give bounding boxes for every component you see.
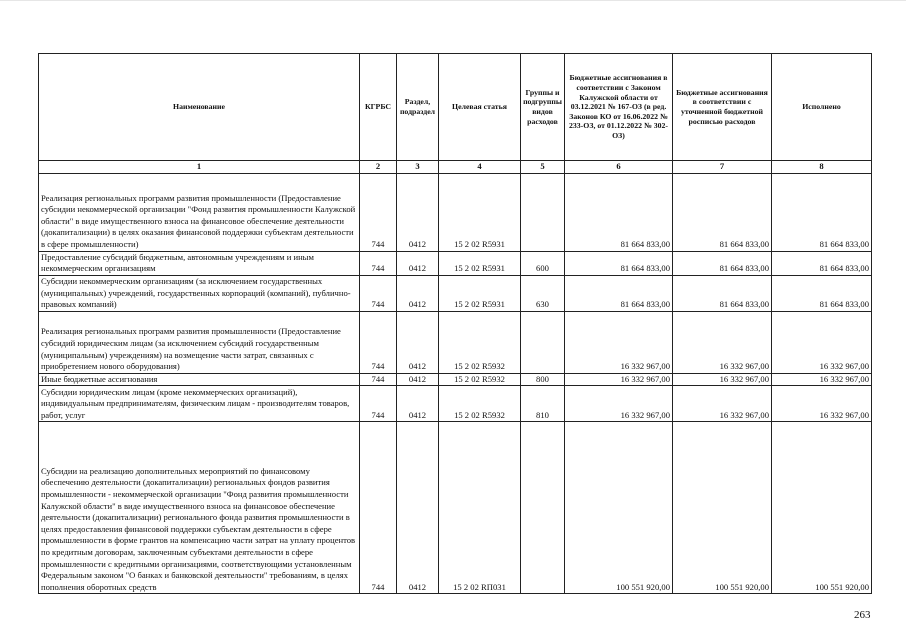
table-row xyxy=(39,311,872,373)
row-section: 0412 xyxy=(397,422,439,594)
header-kgrbs: КГРБС xyxy=(360,54,397,161)
row-section: 0412 xyxy=(397,311,439,373)
row-kgrbs: 744 xyxy=(360,373,397,386)
column-number: 4 xyxy=(439,161,521,174)
row-target: 15 2 02 R5932 xyxy=(439,373,521,386)
row-budget: 81 664 833,00 xyxy=(565,173,673,251)
row-budget: 16 332 967,00 xyxy=(565,373,673,386)
header-group: Группы и подгруппы видов расходов xyxy=(521,54,565,161)
row-refined: 81 664 833,00 xyxy=(673,251,772,275)
row-refined: 16 332 967,00 xyxy=(673,386,772,422)
row-target: 15 2 02 R5932 xyxy=(439,386,521,422)
row-name: Реализация региональных программ развития промышленности (Предоставление субсидии некоммерческой организации "Фонд развития промышленности Калужской области" в виде имущественного взноса на финансовое обеспечение деятельности (докапитализации) в целях оказания финансовой поддержки субъектам деятельности в сфере промышленности) xyxy=(39,173,360,251)
row-kgrbs: 744 xyxy=(360,311,397,373)
row-budget: 16 332 967,00 xyxy=(565,311,673,373)
row-section: 0412 xyxy=(397,386,439,422)
row-name: Субсидии юридическим лицам (кроме некоммерческих организаций), индивидуальным предпринимателям, физическим лицам - производителям товаров, работ, услуг xyxy=(39,386,360,422)
row-name: Иные бюджетные ассигнования xyxy=(39,373,360,386)
row-group xyxy=(521,173,565,251)
column-number: 3 xyxy=(397,161,439,174)
row-name: Реализация региональных программ развития промышленности (Предоставление субсидий юридическим лицам (за исключением субсидий государственным (муниципальным) учреждениям) на возмещение части затрат, связанных с приобретением нового оборудования) xyxy=(39,311,360,373)
row-target: 15 2 02 R5931 xyxy=(439,173,521,251)
row-executed: 16 332 967,00 xyxy=(772,311,872,373)
row-section: 0412 xyxy=(397,251,439,275)
column-number: 6 xyxy=(565,161,673,174)
row-executed: 16 332 967,00 xyxy=(772,386,872,422)
row-section: 0412 xyxy=(397,373,439,386)
row-section: 0412 xyxy=(397,275,439,311)
header-budget: Бюджетные ассигнования в соответствии с Законом Калужской области от 03.12.2021 № 167-ОЗ (в ред. Законов КО от 16.06.2022 № 233-ОЗ, от 01.12.2022 № 302-ОЗ) xyxy=(565,54,673,161)
table-row xyxy=(39,422,872,594)
row-name: Предоставление субсидий бюджетным, автономным учреждениям и иным некоммерческим организациям xyxy=(39,251,360,275)
row-refined: 100 551 920,00 xyxy=(673,422,772,594)
row-name: Субсидии некоммерческим организациям (за исключением государственных (муниципальных) учреждений, государственных корпораций (компаний), публично-правовых компаний) xyxy=(39,275,360,311)
row-budget: 100 551 920,00 xyxy=(565,422,673,594)
row-group xyxy=(521,422,565,594)
row-refined: 16 332 967,00 xyxy=(673,311,772,373)
table-row xyxy=(39,275,872,311)
column-number: 7 xyxy=(673,161,772,174)
row-budget: 16 332 967,00 xyxy=(565,386,673,422)
row-name: Субсидии на реализацию дополнительных мероприятий по финансовому обеспечению деятельности (докапитализации) региональных фондов развития промышленности - некоммерческой организации "Фонд развития промышленности Калужской области" в виде имущественного взноса на финансовое обеспечение деятельности (докапитализации) регионального фонда развития промышленности в целях предоставления финансовой поддержки субъектам деятельности в сфере промышленности в форме грантов на компенсацию части затрат на уплату процентов по кредитным договорам, заключенным субъектами деятельности в сфере промышленности с кредитными организациями, соответствующими установленным Федеральным законом "О банках и банковской деятельности" требованиям, в целях пополнения оборотных средств xyxy=(39,422,360,594)
row-budget: 81 664 833,00 xyxy=(565,275,673,311)
header-section: Раздел, подраздел xyxy=(397,54,439,161)
row-section: 0412 xyxy=(397,173,439,251)
row-executed: 81 664 833,00 xyxy=(772,251,872,275)
row-kgrbs: 744 xyxy=(360,251,397,275)
table-row xyxy=(39,251,872,275)
column-number: 2 xyxy=(360,161,397,174)
header-row xyxy=(39,54,872,161)
column-number: 1 xyxy=(39,161,360,174)
header-name: Наименование xyxy=(39,54,360,161)
header-refined: Бюджетные ассигнования в соответствии с уточненной бюджетной росписью расходов xyxy=(673,54,772,161)
row-target: 15 2 02 R5931 xyxy=(439,275,521,311)
row-group: 600 xyxy=(521,251,565,275)
row-refined: 81 664 833,00 xyxy=(673,275,772,311)
row-refined: 16 332 967,00 xyxy=(673,373,772,386)
budget-table xyxy=(38,53,872,594)
row-kgrbs: 744 xyxy=(360,275,397,311)
table-row xyxy=(39,386,872,422)
row-executed: 81 664 833,00 xyxy=(772,173,872,251)
scan-edge xyxy=(0,0,906,1)
header-executed: Исполнено xyxy=(772,54,872,161)
row-executed: 100 551 920,00 xyxy=(772,422,872,594)
row-refined: 81 664 833,00 xyxy=(673,173,772,251)
row-target: 15 2 02 R5932 xyxy=(439,311,521,373)
row-kgrbs: 744 xyxy=(360,422,397,594)
row-budget: 81 664 833,00 xyxy=(565,251,673,275)
row-target: 15 2 02 R5931 xyxy=(439,251,521,275)
row-group: 630 xyxy=(521,275,565,311)
row-target: 15 2 02 RП031 xyxy=(439,422,521,594)
column-number: 8 xyxy=(772,161,872,174)
column-number-row xyxy=(39,161,872,174)
page-number: 263 xyxy=(854,609,871,621)
row-executed: 16 332 967,00 xyxy=(772,373,872,386)
header-target: Целевая статья xyxy=(439,54,521,161)
row-group xyxy=(521,311,565,373)
table-row xyxy=(39,373,872,386)
row-group: 800 xyxy=(521,373,565,386)
table-row xyxy=(39,173,872,251)
row-kgrbs: 744 xyxy=(360,386,397,422)
row-group: 810 xyxy=(521,386,565,422)
row-kgrbs: 744 xyxy=(360,173,397,251)
column-number: 5 xyxy=(521,161,565,174)
row-executed: 81 664 833,00 xyxy=(772,275,872,311)
